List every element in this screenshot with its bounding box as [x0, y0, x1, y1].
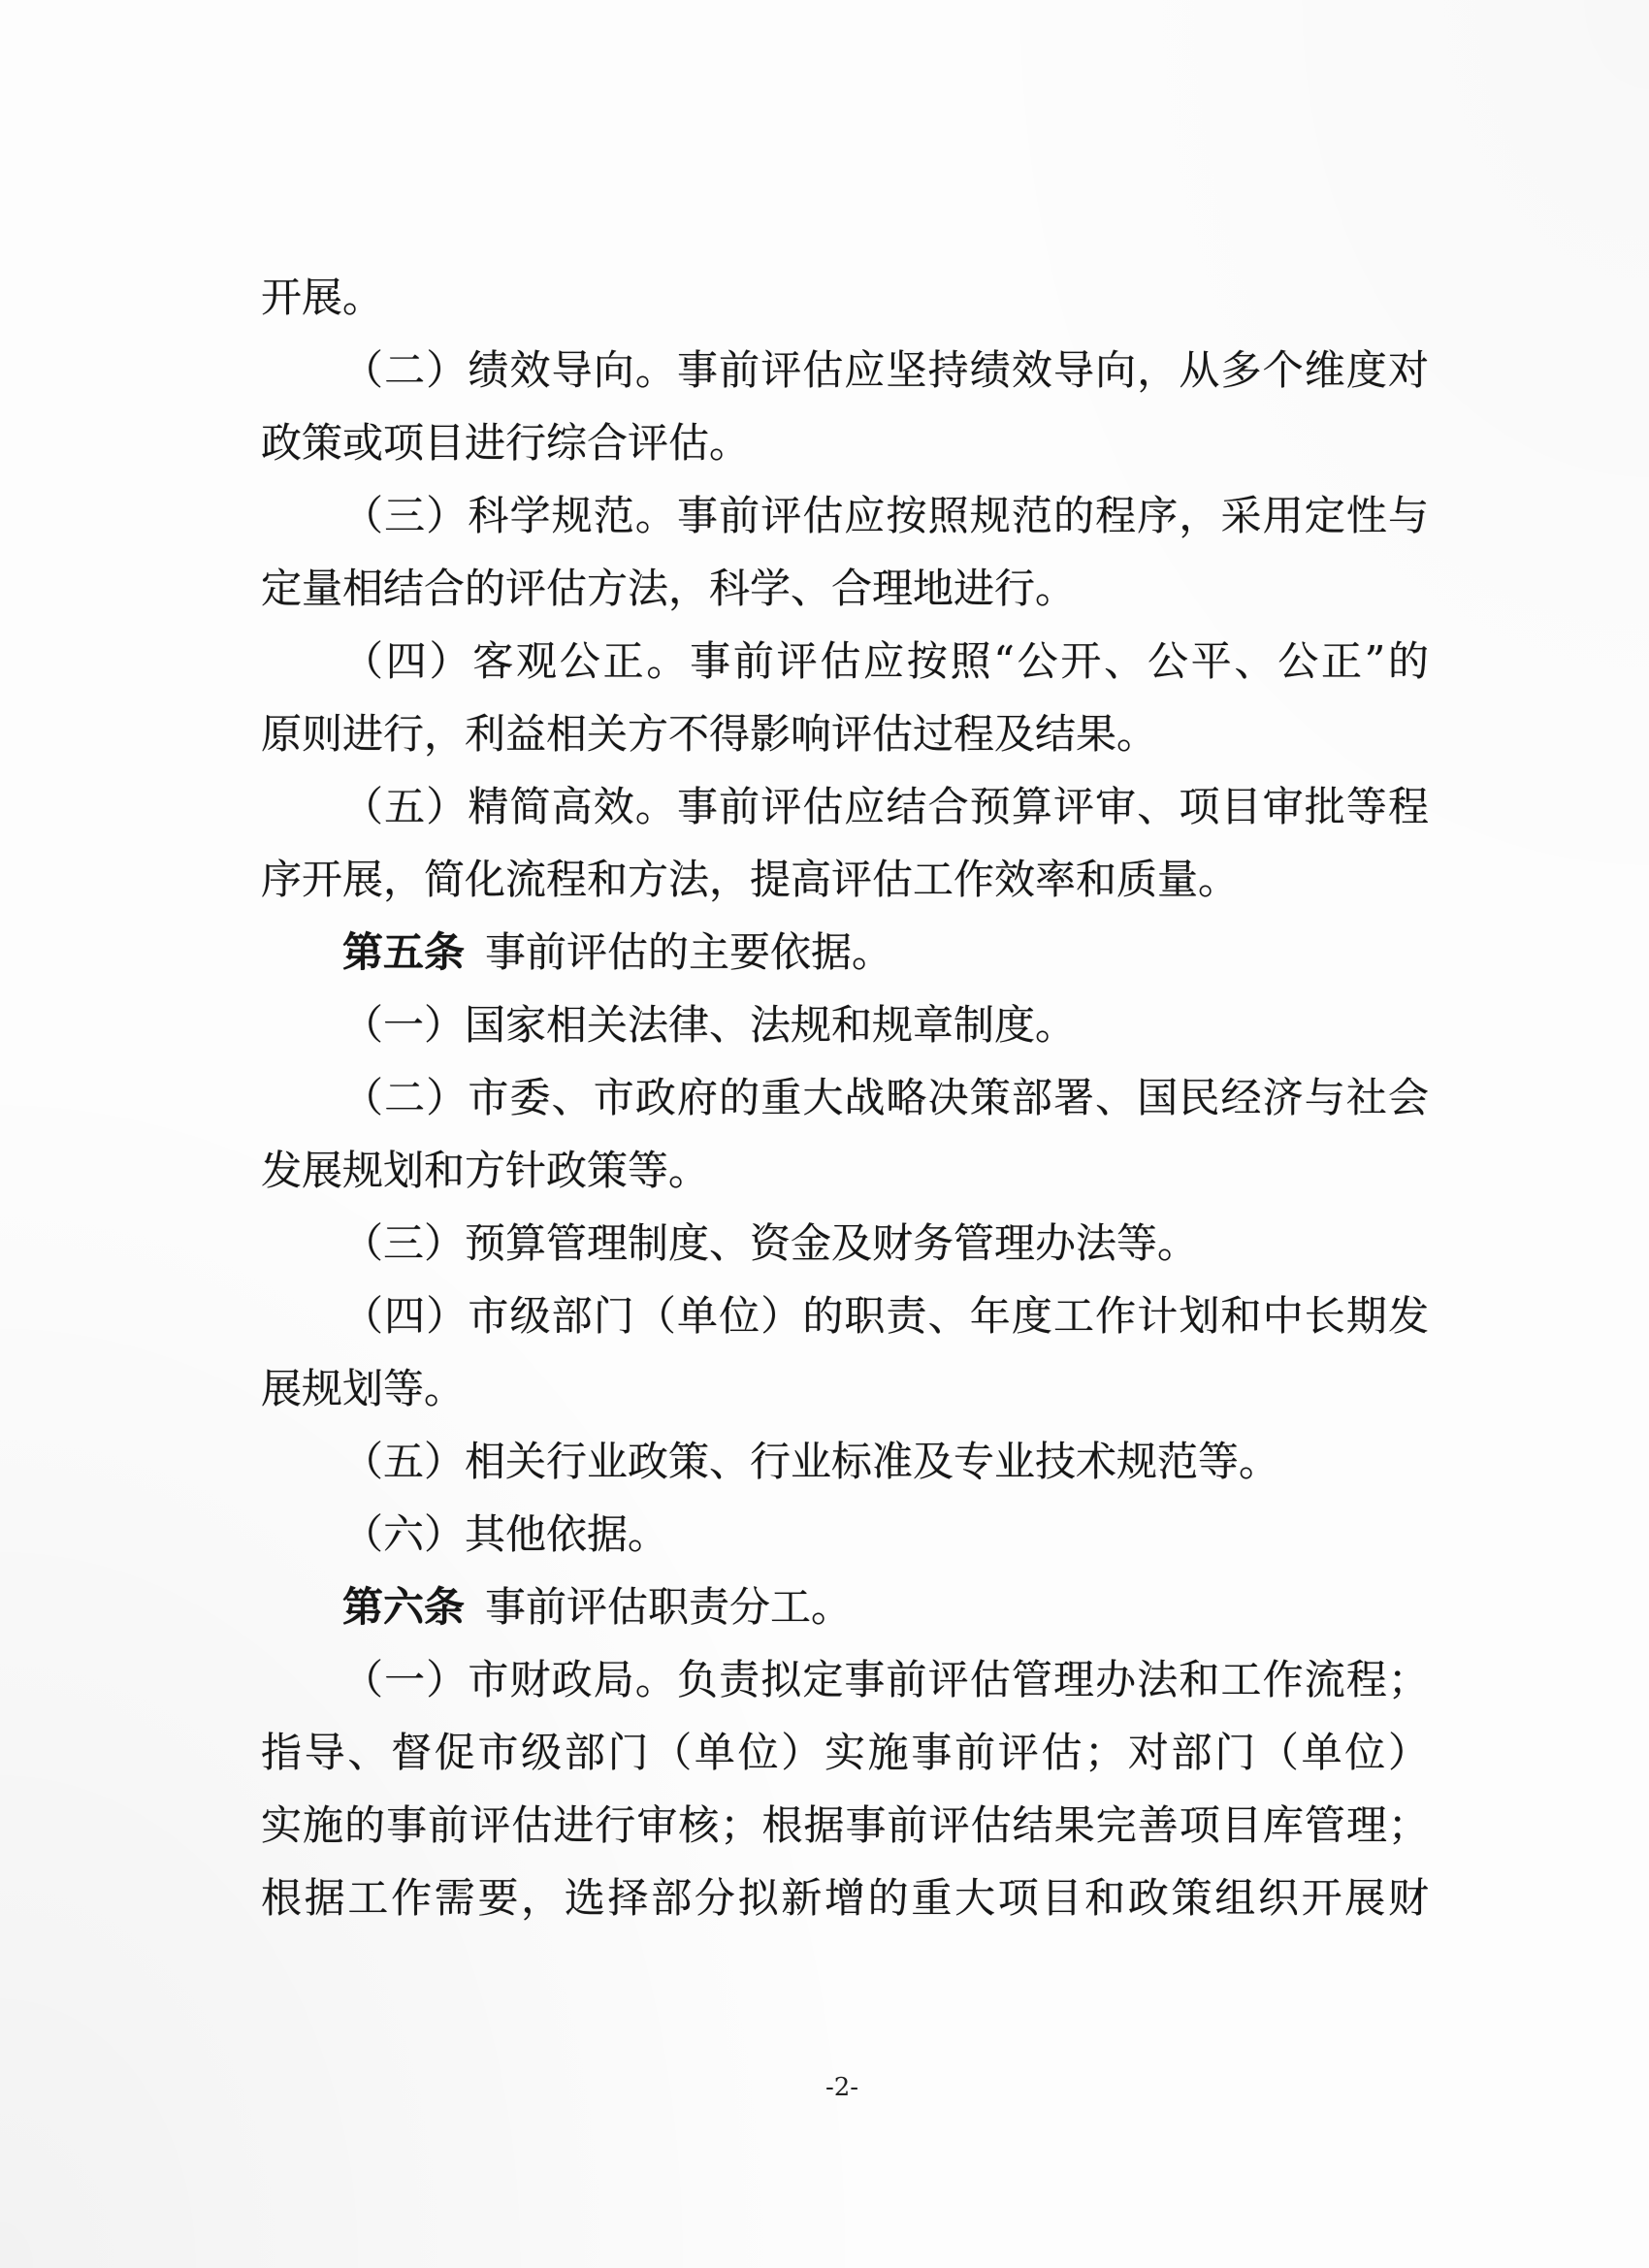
text-line: 开展。 [261, 274, 384, 321]
text-line: （二）市委、市政府的重大战略决策部署、国民经济与社会 [342, 1074, 1429, 1121]
article-item [261, 1643, 1429, 1934]
article-6 [261, 1571, 1429, 1934]
article-item [261, 1498, 1429, 1571]
principle-paragraph [261, 770, 1429, 916]
page-number: -2- [824, 2073, 859, 2102]
text-line: 展规划等。 [261, 1365, 466, 1412]
text-line: （四）市级部门（单位）的职责、年度工作计划和中长期发 [342, 1292, 1429, 1340]
text-line: （一）国家相关法律、法规和规章制度。 [342, 1001, 1077, 1049]
text-line: 定量相结合的评估方法，科学、合理地进行。 [261, 565, 1077, 612]
principle-paragraph [261, 479, 1429, 625]
principle-paragraph [261, 625, 1429, 770]
article-item [261, 1425, 1429, 1498]
continuation-paragraph [261, 261, 1429, 334]
article-title: 事前评估的主要依据。 [485, 928, 893, 976]
article-item [261, 988, 1429, 1061]
article-item [261, 1061, 1429, 1207]
text-line: （三）预算管理制度、资金及财务管理办法等。 [342, 1219, 1199, 1267]
text-line: （一）市财政局。负责拟定事前评估管理办法和工作流程； [342, 1656, 1429, 1703]
principle-paragraph [261, 334, 1429, 479]
text-line: 原则进行，利益相关方不得影响评估过程及结果。 [261, 710, 1158, 758]
text-line: （三）科学规范。事前评估应按照规范的程序，采用定性与 [342, 492, 1429, 539]
article-item [261, 1207, 1429, 1280]
document-body [261, 261, 1429, 1934]
text-line: （五）相关行业政策、行业标准及专业技术规范等。 [342, 1438, 1280, 1485]
article-number: 第五条 [342, 928, 466, 976]
text-line: （二）绩效导向。事前评估应坚持绩效导向，从多个维度对 [342, 346, 1429, 394]
text-line: （五）精简高效。事前评估应结合预算评审、项目审批等程 [342, 783, 1429, 830]
text-line: （四）客观公正。事前评估应按照“公开、公平、公正”的 [342, 637, 1429, 685]
text-line: （六）其他依据。 [342, 1510, 669, 1558]
text-line: 实施的事前评估进行审核；根据事前评估结果完善项目库管理； [261, 1801, 1429, 1849]
text-line: 序开展，简化流程和方法，提高评估工作效率和质量。 [261, 856, 1240, 903]
article-heading [261, 1571, 1429, 1643]
article-heading [261, 916, 1429, 988]
text-line: 根据工作需要，选择部分拟新增的重大项目和政策组织开展财 [261, 1874, 1429, 1922]
article-item [261, 1280, 1429, 1425]
text-line: 指导、督促市级部门（单位）实施事前评估；对部门（单位） [261, 1729, 1429, 1776]
article-number: 第六条 [342, 1583, 466, 1631]
text-line: 发展规划和方针政策等。 [261, 1147, 710, 1194]
text-line: 政策或项目进行综合评估。 [261, 419, 751, 467]
article-title: 事前评估职责分工。 [485, 1583, 853, 1631]
article-5 [261, 916, 1429, 1571]
